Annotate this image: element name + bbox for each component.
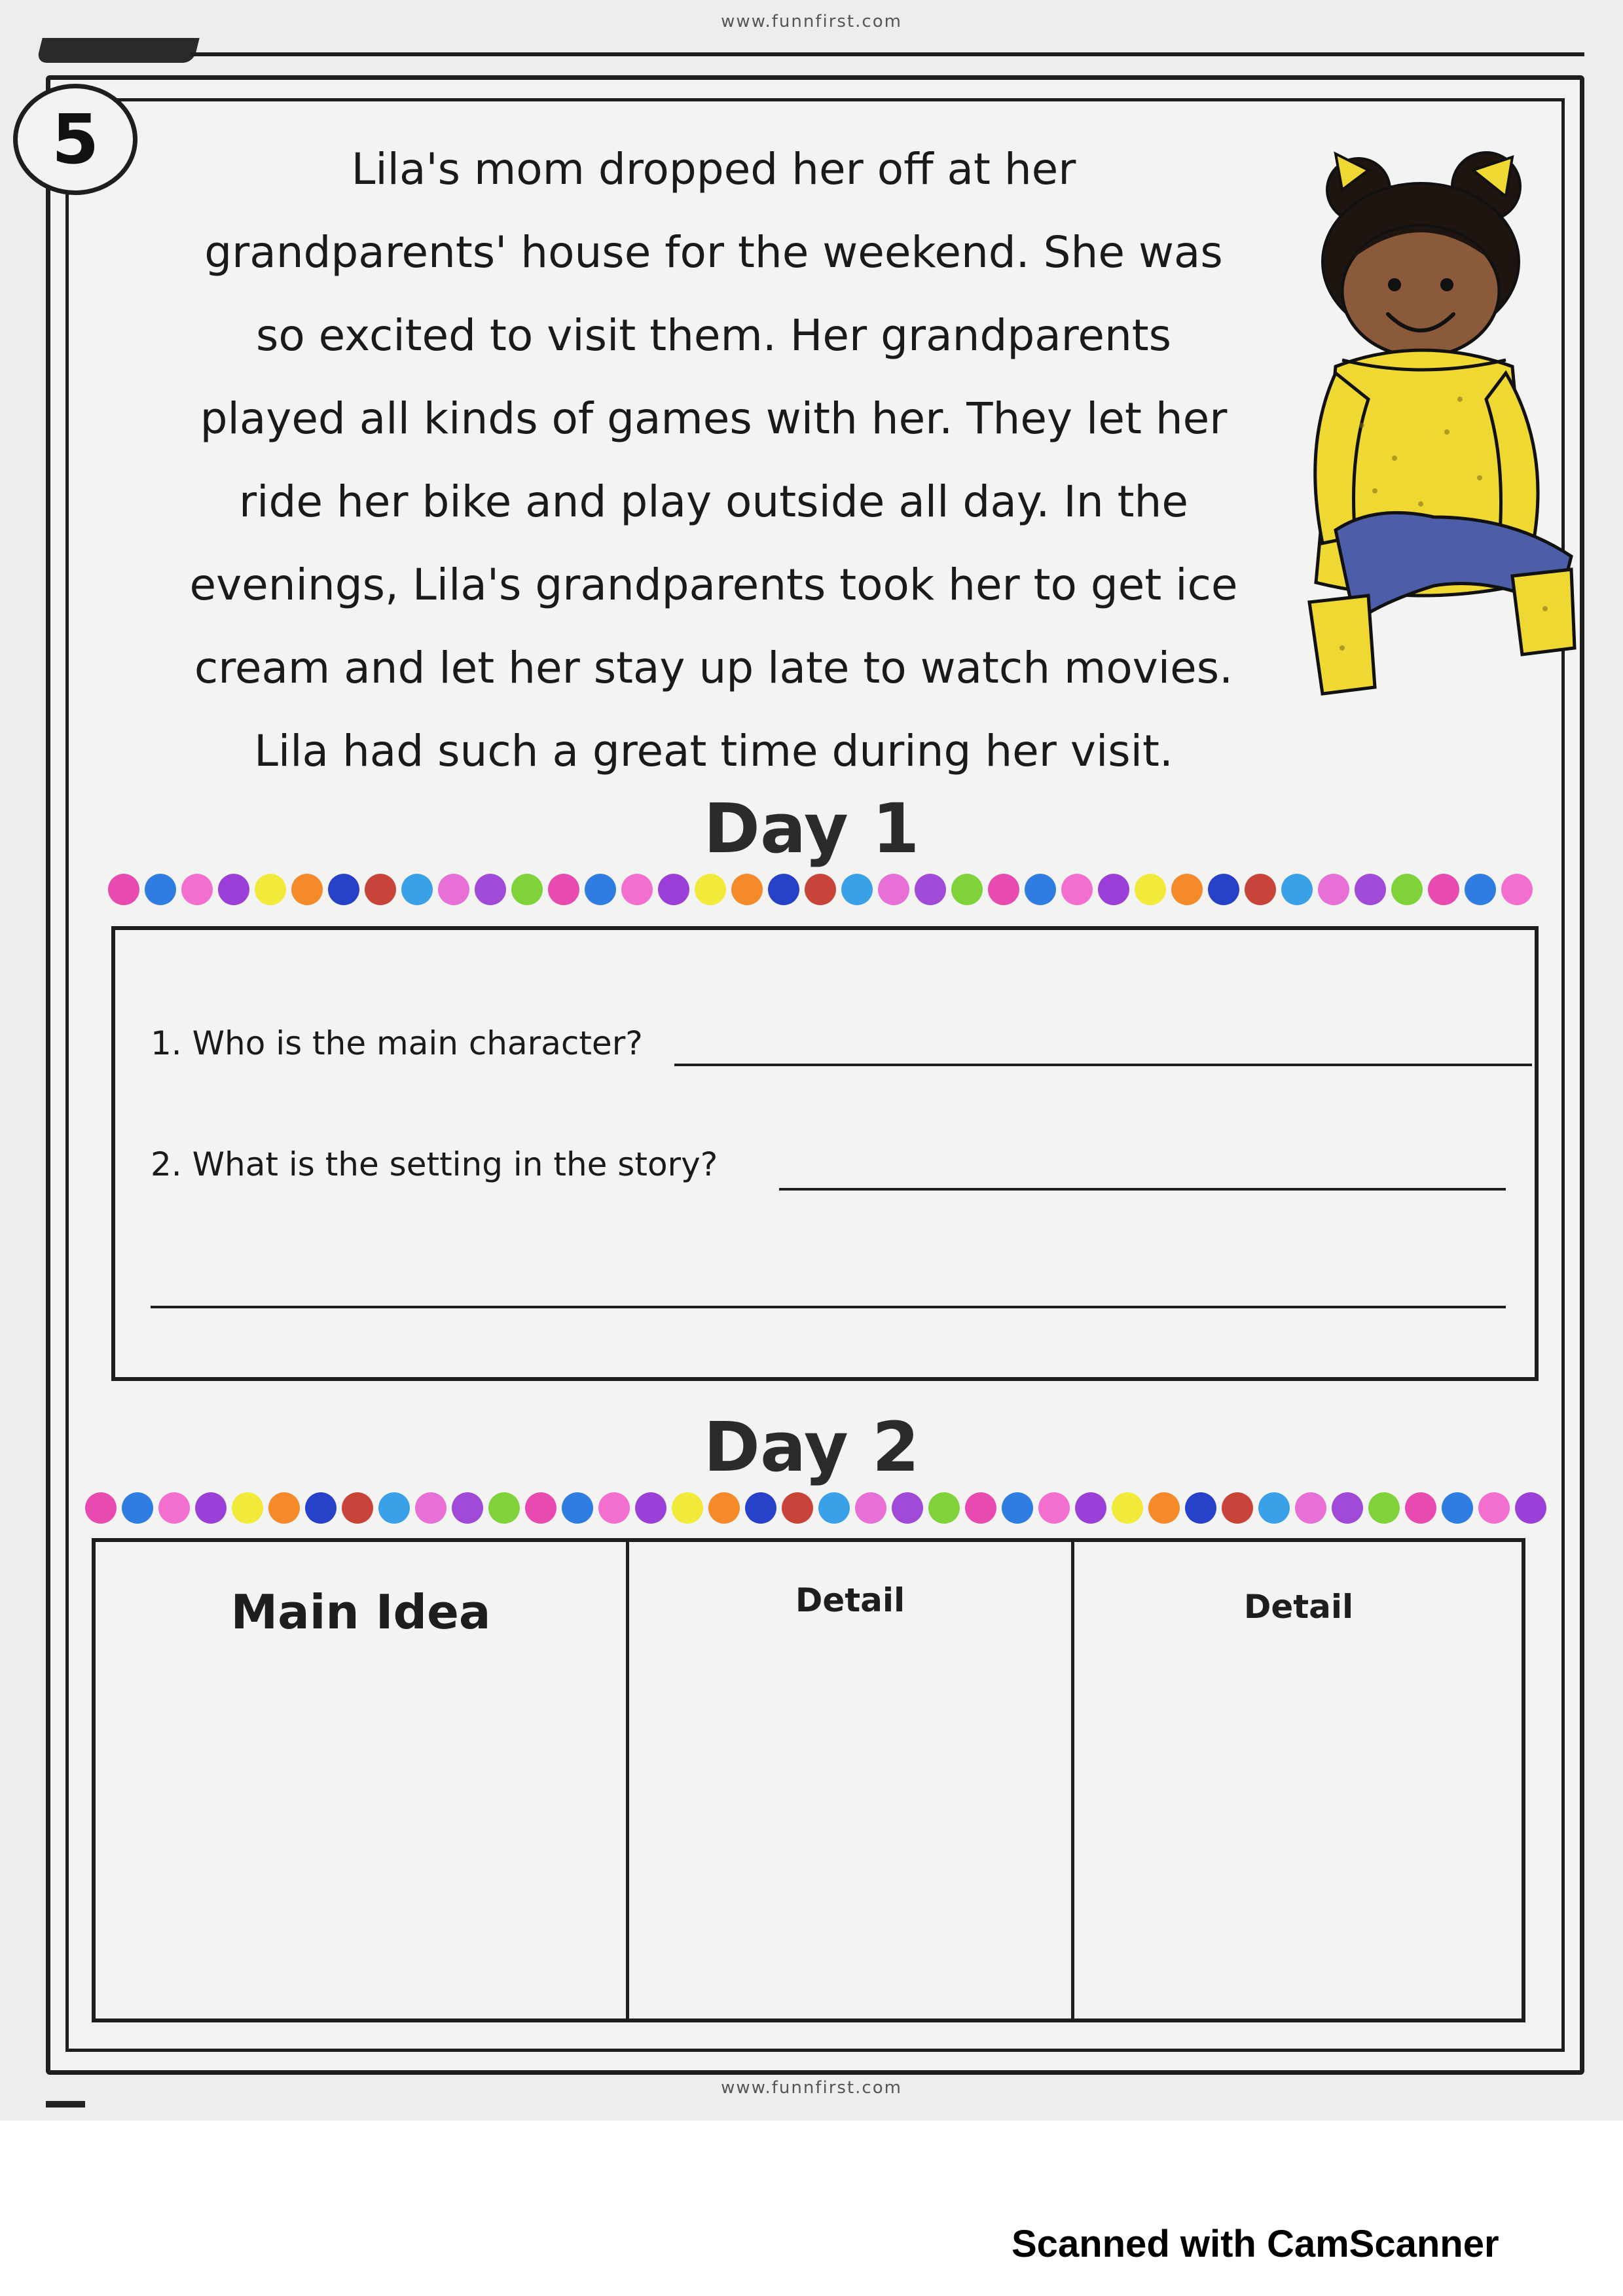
- story-line: ride her bike and play outside all day. In the: [239, 476, 1188, 527]
- decorative-dot: [378, 1492, 410, 1524]
- decorative-dot: [525, 1492, 556, 1524]
- decorative-dot: [745, 1492, 776, 1524]
- decorative-dot: [855, 1492, 886, 1524]
- decorative-dot: [1038, 1492, 1070, 1524]
- decorative-dot: [818, 1492, 850, 1524]
- decorative-dot: [232, 1492, 263, 1524]
- decorative-dot: [658, 874, 689, 905]
- story-line: so excited to visit them. Her grandparents: [255, 310, 1172, 361]
- decorative-dot: [365, 874, 396, 905]
- answer-line-1[interactable]: [674, 1064, 1532, 1066]
- decorative-dot: [1061, 874, 1093, 905]
- decorative-dot: [452, 1492, 483, 1524]
- scan-edge-mark-bottom: [46, 2101, 85, 2108]
- day1-title: Day 1: [703, 789, 920, 869]
- bottom-url: www.funnfirst.com: [721, 2078, 902, 2098]
- decorative-dot: [1002, 1492, 1033, 1524]
- decorative-dot: [1318, 874, 1349, 905]
- decorative-dot: [928, 1492, 960, 1524]
- story-line: Lila had such a great time during her visit.: [254, 726, 1173, 776]
- decorative-dot: [841, 874, 873, 905]
- decorative-dot: [598, 1492, 630, 1524]
- decorative-dot: [291, 874, 323, 905]
- story-line: evenings, Lila's grandparents took her to get ice: [189, 560, 1238, 610]
- decorative-dot: [122, 1492, 153, 1524]
- decorative-dot: [108, 874, 139, 905]
- detail-heading-1: Detail: [795, 1581, 905, 1619]
- decorative-dot: [1478, 1492, 1510, 1524]
- answer-line-2[interactable]: [779, 1188, 1506, 1191]
- decorative-dot: [1442, 1492, 1473, 1524]
- decorative-dot: [268, 1492, 300, 1524]
- decorative-dot: [695, 874, 726, 905]
- decorative-dot: [145, 874, 176, 905]
- decorative-dot: [1332, 1492, 1363, 1524]
- decorative-dot: [1295, 1492, 1326, 1524]
- question-1: 1. Who is the main character?: [151, 1024, 643, 1062]
- decorative-dot: [915, 874, 946, 905]
- decorative-dot: [1368, 1492, 1400, 1524]
- decorative-dot: [965, 1492, 996, 1524]
- decorative-dot: [342, 1492, 373, 1524]
- answer-line-3[interactable]: [151, 1306, 1506, 1308]
- decorative-dot: [1135, 874, 1166, 905]
- decorative-dot: [158, 1492, 190, 1524]
- story-line: Lila's mom dropped her off at her: [351, 144, 1076, 194]
- decorative-dot: [635, 1492, 666, 1524]
- decorative-dot: [731, 874, 763, 905]
- decorative-dot: [401, 874, 433, 905]
- decorative-dot: [255, 874, 286, 905]
- decorative-dot: [438, 874, 469, 905]
- decorative-dot: [475, 874, 506, 905]
- decorative-dot: [1391, 874, 1423, 905]
- day2-title: Day 2: [703, 1407, 920, 1487]
- decorative-dot: [562, 1492, 593, 1524]
- decorative-dot: [1185, 1492, 1216, 1524]
- decorative-dot: [488, 1492, 520, 1524]
- decorative-dot: [1515, 1492, 1546, 1524]
- story-line: cream and let her stay up late to watch movies.: [194, 643, 1233, 693]
- question-2: 2. What is the setting in the story?: [151, 1145, 718, 1183]
- decorative-dot: [415, 1492, 447, 1524]
- decorative-dot: [1208, 874, 1239, 905]
- day2-dot-border: [85, 1492, 1546, 1524]
- decorative-dot: [218, 874, 249, 905]
- decorative-dot: [878, 874, 909, 905]
- decorative-dot: [511, 874, 543, 905]
- decorative-dot: [672, 1492, 703, 1524]
- decorative-dot: [1245, 874, 1276, 905]
- decorative-dot: [1501, 874, 1533, 905]
- story-line: grandparents' house for the weekend. She was: [204, 227, 1223, 278]
- decorative-dot: [1405, 1492, 1436, 1524]
- decorative-dot: [548, 874, 579, 905]
- decorative-dot: [1258, 1492, 1290, 1524]
- detail-heading-2: Detail: [1243, 1588, 1354, 1626]
- decorative-dot: [305, 1492, 337, 1524]
- decorative-dot: [1025, 874, 1056, 905]
- decorative-dot: [1075, 1492, 1106, 1524]
- decorative-dot: [1112, 1492, 1143, 1524]
- decorative-dot: [195, 1492, 227, 1524]
- main-idea-heading: Main Idea: [230, 1585, 491, 1640]
- girl-illustration: [1296, 151, 1584, 720]
- decorative-dot: [621, 874, 653, 905]
- decorative-dot: [1428, 874, 1459, 905]
- page-number-badge: 5: [13, 84, 137, 195]
- decorative-dot: [1098, 874, 1129, 905]
- decorative-dot: [1355, 874, 1386, 905]
- story-line: played all kinds of games with her. They let her: [200, 393, 1228, 444]
- decorative-dot: [85, 1492, 117, 1524]
- decorative-dot: [1222, 1492, 1253, 1524]
- decorative-dot: [181, 874, 213, 905]
- decorative-dot: [1281, 874, 1313, 905]
- top-rule: [190, 52, 1584, 56]
- decorative-dot: [951, 874, 983, 905]
- top-url: www.funnfirst.com: [721, 12, 902, 31]
- story-passage: [137, 128, 1290, 793]
- scan-edge-mark: [36, 38, 199, 63]
- decorative-dot: [782, 1492, 813, 1524]
- decorative-dot: [805, 874, 836, 905]
- camscanner-watermark: Scanned with CamScanner: [1012, 2223, 1499, 2265]
- day2-main-idea-table: [92, 1538, 1525, 2022]
- day1-dot-border: [108, 874, 1533, 905]
- decorative-dot: [708, 1492, 740, 1524]
- decorative-dot: [585, 874, 616, 905]
- decorative-dot: [1148, 1492, 1180, 1524]
- decorative-dot: [892, 1492, 923, 1524]
- decorative-dot: [988, 874, 1019, 905]
- decorative-dot: [768, 874, 799, 905]
- decorative-dot: [1171, 874, 1203, 905]
- decorative-dot: [328, 874, 359, 905]
- decorative-dot: [1465, 874, 1496, 905]
